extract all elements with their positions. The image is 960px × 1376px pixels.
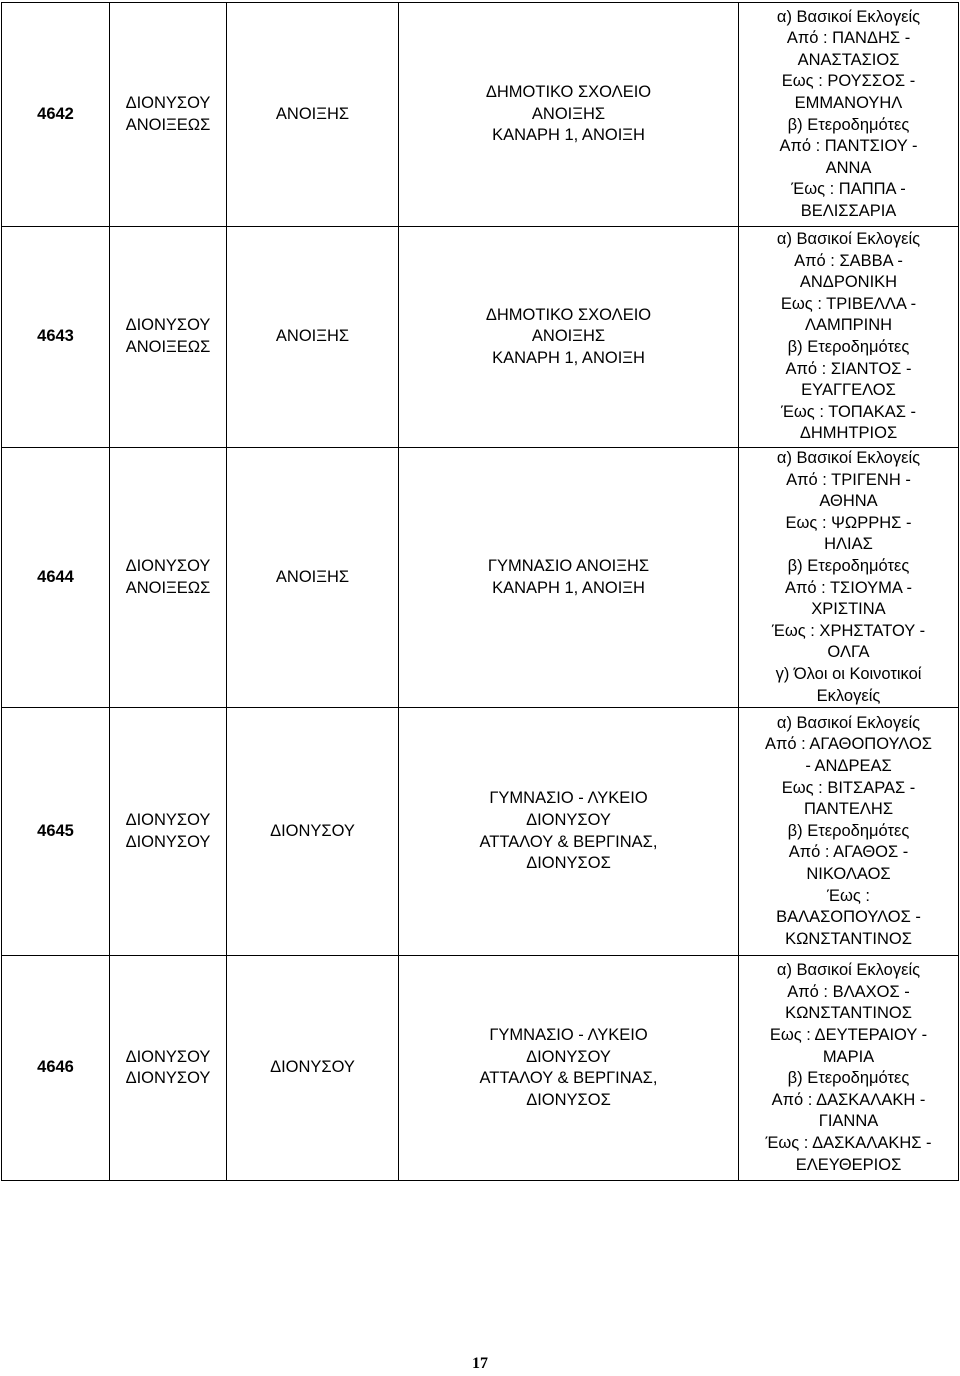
municipality-cell-line: ΑΝΟΙΞΕΩΣ — [125, 338, 211, 356]
voter-range-cell-line: Έως : ΤΟΠΑΚΑΣ - — [780, 402, 917, 421]
location-cell-line: ΓΥΜΝΑΣΙΟ - ΛΥΚΕΙΟ — [489, 1025, 648, 1044]
voter-range-cell-line: α) Βασικοί Εκλογείς — [776, 961, 921, 980]
voter-range-cell-line: Από : ΒΛΑΧΟΣ - — [787, 982, 910, 1001]
voter-range-cell-line: Έως : — [827, 886, 870, 905]
voter-range-cell-line: ΕΛΕΥΘΕΡΙΟΣ — [795, 1155, 902, 1174]
location-cell — [399, 708, 739, 956]
voter-range-cell — [739, 956, 959, 1181]
municipality-cell-line: ΑΝΟΙΞΕΩΣ — [125, 115, 211, 134]
voter-range-cell-line: ΕΥΑΓΓΕΛΟΣ — [801, 381, 896, 400]
table-row — [2, 3, 959, 227]
voter-range-cell-line: Εως : ΨΩΡΡΗΣ - — [785, 513, 912, 532]
location-cell-line: ΑΤΤΑΛΟΥ & ΒΕΡΓΙΝΑΣ, — [479, 832, 658, 851]
voter-range-cell-line: ΕΜΜΑΝΟΥΗΛ — [794, 93, 903, 112]
voter-range-cell-line: ΓΙΑΝΝΑ — [818, 1112, 879, 1131]
station-code: 4644 — [2, 448, 110, 708]
station-code: 4643 — [2, 227, 110, 448]
municipality-cell — [110, 3, 227, 227]
voter-range-cell-line: α) Βασικοί Εκλογείς — [776, 230, 921, 249]
voter-range-cell-line: ΒΕΛΙΣΣΑΡΙΑ — [800, 201, 897, 220]
voter-range-cell-line: Από : ΑΓΑΘΟΣ - — [788, 843, 909, 862]
voter-range-cell-line: Από : ΤΡΙΓΕΝΗ - — [786, 470, 911, 489]
municipality-cell-line: ΔΙΟΝΥΣΟΥ — [125, 556, 211, 575]
voter-range-cell-line: Από : ΠΑΝΔΗΣ - — [786, 29, 911, 48]
page-number: 17 — [472, 1355, 488, 1372]
table-row — [2, 956, 959, 1181]
voter-range-cell-line: ΑΝΝΑ — [825, 158, 872, 177]
voter-range-cell-line: ΛΑΜΠΡΙΝΗ — [804, 316, 893, 335]
location-cell-line: ΑΝΟΙΞΗΣ — [531, 327, 606, 346]
location-cell-line: ΚΑΝΑΡΗ 1, ΑΝΟΙΞΗ — [492, 126, 645, 145]
location-cell-line: ΚΑΝΑΡΗ 1, ΑΝΟΙΞΗ — [492, 578, 645, 597]
municipality-cell — [110, 448, 227, 708]
location-cell — [399, 956, 739, 1181]
voter-range-cell-line: ΜΑΡΙΑ — [822, 1047, 875, 1066]
voter-range-cell-line: γ) Όλοι οι Κοινοτικοί — [775, 664, 922, 683]
voter-range-cell-line: ΟΛΓΑ — [827, 643, 870, 662]
location-cell-line: ΓΥΜΝΑΣΙΟ - ΛΥΚΕΙΟ — [489, 789, 648, 808]
voter-range-cell-line: β) Ετεροδημότες — [787, 115, 910, 134]
voter-range-cell-line: Από : ΑΓΑΘΟΠΟΥΛΟΣ — [764, 735, 933, 754]
voter-range-cell-line: ΒΑΛΑΣΟΠΟΥΛΟΣ - — [776, 908, 921, 927]
voter-range-cell-line: Εως : ΔΕΥΤΕΡΑΙΟΥ - — [769, 1025, 928, 1044]
voter-range-cell-line: Εως : ΤΡΙΒΕΛΛΑ - — [780, 294, 917, 313]
municipality-cell-line: ΔΙΟΝΥΣΟΥ — [125, 316, 211, 335]
community-cell: ΑΝΟΙΞΗΣ — [227, 448, 399, 708]
community-cell: ΔΙΟΝΥΣΟΥ — [227, 708, 399, 956]
voter-range-cell-line: - ΑΝΔΡΕΑΣ — [805, 757, 892, 776]
voter-range-cell-line: Έως : ΔΑΣΚΑΛΑΚΗΣ - — [765, 1133, 932, 1152]
municipality-cell-line: ΔΙΟΝΥΣΟΥ — [125, 93, 211, 112]
voter-range-cell-line: ΗΛΙΑΣ — [824, 535, 873, 554]
municipality-cell — [110, 227, 227, 448]
location-cell-line: ΓΥΜΝΑΣΙΟ ΑΝΟΙΞΗΣ — [487, 556, 650, 575]
voter-range-cell-line: ΝΙΚΟΛΑΟΣ — [806, 865, 891, 884]
voter-range-cell-line: ΔΗΜΗΤΡΙΟΣ — [799, 424, 898, 443]
voter-range-cell-line: ΚΩΝΣΤΑΝΤΙΝΟΣ — [785, 929, 912, 948]
location-cell-line: ΔΙΟΝΥΣΟΣ — [526, 854, 611, 873]
voter-range-cell-line: Εως : ΡΟΥΣΣΟΣ - — [781, 72, 916, 91]
voter-range-cell-line: ΑΘΗΝΑ — [819, 492, 878, 511]
station-code: 4646 — [2, 956, 110, 1181]
location-cell-line: ΔΗΜΟΤΙΚΟ ΣΧΟΛΕΙΟ — [485, 305, 652, 324]
voter-range-cell-line: β) Ετεροδημότες — [787, 821, 910, 840]
voter-range-cell-line: β) Ετεροδημότες — [787, 556, 910, 575]
voter-range-cell — [739, 708, 959, 956]
table-row — [2, 708, 959, 956]
voter-range-cell-line: ΠΑΝΤΕΛΗΣ — [803, 800, 894, 819]
voter-range-cell-line: Έως : ΧΡΗΣΤΑΤΟΥ - — [771, 621, 926, 640]
location-cell — [399, 227, 739, 448]
voter-range-cell — [739, 227, 959, 448]
voter-range-cell-line: Από : ΤΣΙΟΥΜΑ - — [784, 578, 913, 597]
community-cell: ΑΝΟΙΞΗΣ — [227, 227, 399, 448]
voter-range-cell-line: α) Βασικοί Εκλογείς — [776, 449, 921, 467]
voter-range-cell-line: ΑΝΔΡΟΝΙΚΗ — [799, 273, 898, 292]
municipality-cell-line: ΔΙΟΝΥΣΟΥ — [125, 811, 211, 830]
location-cell-line: ΑΝΟΙΞΗΣ — [531, 104, 606, 123]
municipality-cell-line: ΔΙΟΝΥΣΟΥ — [125, 832, 211, 851]
community-cell: ΔΙΟΝΥΣΟΥ — [227, 956, 399, 1181]
polling-stations-table — [1, 2, 959, 1181]
voter-range-cell-line: Από : ΠΑΝΤΣΙΟΥ - — [779, 137, 918, 156]
voter-range-cell-line: ΧΡΙΣΤΙΝΑ — [811, 600, 886, 619]
voter-range-cell — [739, 448, 959, 708]
voter-range-cell — [739, 3, 959, 227]
table-row — [2, 448, 959, 708]
municipality-cell — [110, 956, 227, 1181]
community-cell: ΑΝΟΙΞΗΣ — [227, 3, 399, 227]
voter-range-cell-line: Από : ΔΑΣΚΑΛΑΚΗ - — [771, 1090, 926, 1109]
location-cell — [399, 448, 739, 708]
voter-range-cell-line: Εκλογείς — [816, 686, 881, 705]
municipality-cell-line: ΑΝΟΙΞΕΩΣ — [125, 578, 211, 597]
voter-range-cell-line: ΑΝΑΣΤΑΣΙΟΣ — [797, 50, 900, 69]
location-cell-line: ΑΤΤΑΛΟΥ & ΒΕΡΓΙΝΑΣ, — [479, 1069, 658, 1088]
location-cell-line: ΔΗΜΟΤΙΚΟ ΣΧΟΛΕΙΟ — [485, 83, 652, 102]
voter-range-cell-line: Έως : ΠΑΠΠΑ - — [791, 180, 906, 199]
voter-range-cell-line: β) Ετεροδημότες — [787, 1069, 910, 1088]
municipality-cell-line: ΔΙΟΝΥΣΟΥ — [125, 1047, 211, 1066]
voter-range-cell-line: Από : ΣΙΑΝΤΟΣ - — [785, 359, 912, 378]
location-cell-line: ΔΙΟΝΥΣΟΥ — [526, 1047, 611, 1066]
voter-range-cell-line: α) Βασικοί Εκλογείς — [776, 7, 921, 26]
voter-range-cell-line: α) Βασικοί Εκλογείς — [776, 713, 921, 732]
municipality-cell-line: ΔΙΟΝΥΣΟΥ — [125, 1069, 211, 1088]
municipality-cell — [110, 708, 227, 956]
station-code: 4642 — [2, 3, 110, 227]
station-code: 4645 — [2, 708, 110, 956]
location-cell — [399, 3, 739, 227]
table-row — [2, 227, 959, 448]
voter-range-cell-line: Εως : ΒΙΤΣΑΡΑΣ - — [781, 778, 916, 797]
voter-range-cell-line: Από : ΣΑΒΒΑ - — [794, 251, 903, 270]
voter-range-cell-line: ΚΩΝΣΤΑΝΤΙΝΟΣ — [785, 1004, 912, 1023]
location-cell-line: ΔΙΟΝΥΣΟΥ — [526, 811, 611, 830]
voter-range-cell-line: β) Ετεροδημότες — [787, 338, 910, 356]
location-cell-line: ΚΑΝΑΡΗ 1, ΑΝΟΙΞΗ — [492, 348, 645, 367]
location-cell-line: ΔΙΟΝΥΣΟΣ — [526, 1090, 611, 1109]
